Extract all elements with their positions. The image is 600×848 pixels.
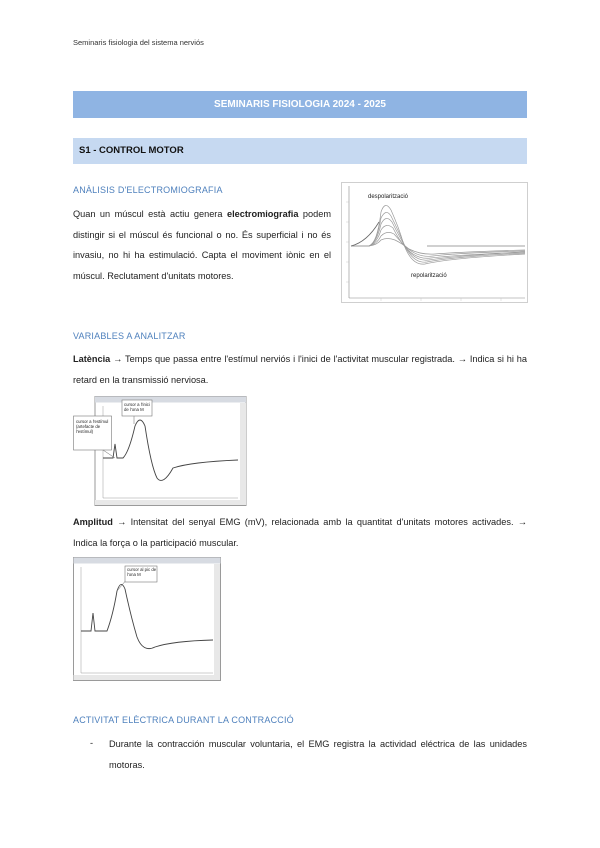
emg-text-bold: electromiografia xyxy=(226,209,299,219)
emg-analysis-heading: ANÀLISIS D'ELECTROMIOGRAFIA xyxy=(73,185,223,195)
amplitude-figure-note: cursor al pic de l'ona M xyxy=(127,567,157,577)
figure-label-depolarization: despolarització xyxy=(368,194,409,200)
activity-heading: ACTIVITAT ELÈCTRICA DURANT LA CONTRACCIÓ xyxy=(73,715,294,725)
emg-text-pre: Quan un múscul està actiu genera xyxy=(73,209,227,219)
latency-figure-note-onset: cursor a l'inici de l'ona M xyxy=(124,402,150,412)
latency-figure xyxy=(73,396,247,506)
bullet-marker: - xyxy=(90,738,94,748)
variables-heading: VARIABLES A ANALITZAR xyxy=(73,331,186,341)
emg-analysis-paragraph xyxy=(73,204,331,286)
banner-title: SEMINARIS FISIOLOGIA 2024 - 2025 xyxy=(73,91,527,118)
amplitude-label: Amplitud xyxy=(73,517,113,527)
figure-label-repolarization: repolarització xyxy=(411,273,447,279)
latency-label: Latència xyxy=(73,354,111,364)
section-title: S1 - CONTROL MOTOR xyxy=(73,138,527,164)
activity-bullet-text: Durante la contracción muscular voluntaria, el EMG registra la actividad eléctrica de las unidades motoras. xyxy=(109,739,527,770)
emg-text-post: podem distingir si el múscul és funcional o no. És superficial i no és invasiu, no hi ha estimulació. Capta el moviment iònic en el múscul. Reclutament d'unitats motores. xyxy=(73,209,331,281)
emg-depolarization-figure xyxy=(341,182,528,303)
amplitude-paragraph xyxy=(73,512,527,553)
latency-figure-note-stimulus: cursor a l'estímul (artefacte de l'estímul) xyxy=(76,419,109,434)
amplitude-text: → Intensitat del senyal EMG (mV), relacionada amb la quantitat d'unitats motores activades. → Indica la força o la participació muscular. xyxy=(73,517,527,548)
page-header: Seminaris fisiologia del sistema nerviós xyxy=(73,38,204,47)
latency-paragraph xyxy=(73,349,527,390)
latency-text: → Temps que passa entre l'estímul nerviós i l'inici de l'activitat muscular registrada. → Indica si hi ha retard en la transmissió nerviosa. xyxy=(73,354,527,385)
